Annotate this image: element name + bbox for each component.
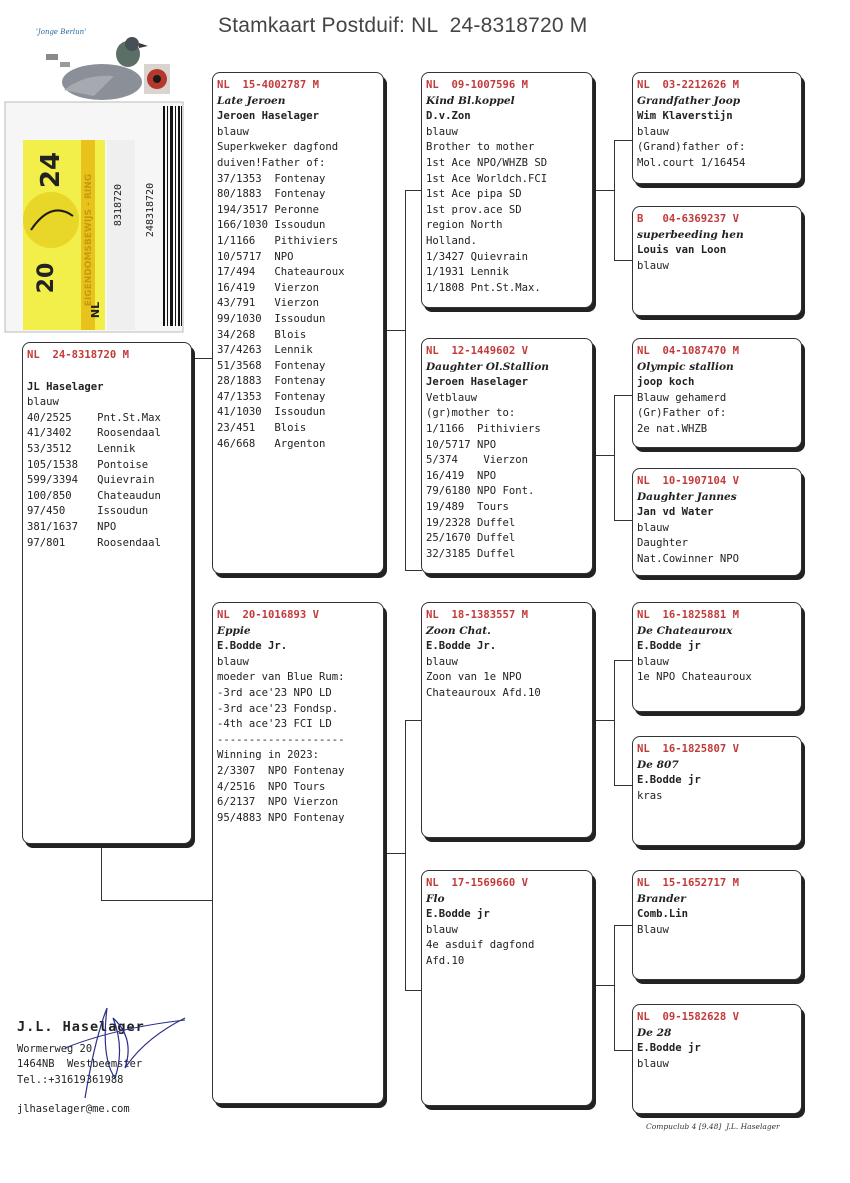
ggp-ring-number: NL 16-1825881 M — [637, 609, 740, 621]
ggp-ring-number: NL 03-2212626 M — [637, 79, 740, 91]
ggp-owner: Wim Klaverstijn — [637, 110, 733, 123]
info-line: Brother to mother — [426, 141, 535, 154]
info-line: blauw — [217, 655, 249, 668]
great-grandparent-card — [632, 1004, 802, 1114]
info-line: 1e NPO Chateauroux — [637, 671, 752, 684]
info-line: 1/1166 Pithiviers — [217, 234, 339, 247]
mm-name: Flo — [426, 892, 445, 905]
ggp-name: De 28 — [637, 1026, 672, 1039]
info-line: (Gr)Father of: — [637, 407, 727, 420]
result-line: 53/3512 Lennik — [27, 442, 136, 455]
connector — [101, 843, 102, 901]
info-line: Afd.10 — [426, 954, 465, 967]
connector — [405, 990, 422, 991]
ggp-name: Brander — [637, 892, 686, 905]
info-line: moeder van Blue Rum: — [217, 671, 345, 684]
info-line: Vetblauw — [426, 391, 478, 404]
mf-owner: E.Bodde Jr. — [426, 640, 497, 653]
ggp-owner: Jan vd Water — [637, 506, 714, 519]
info-line: 10/5717 NPO — [217, 250, 294, 263]
info-line: 1st Ace pipa SD — [426, 188, 522, 201]
info-line: 34/268 Blois — [217, 328, 307, 341]
great-grandparent-card — [632, 736, 802, 846]
connector — [614, 925, 633, 926]
connector — [405, 190, 406, 570]
info-line: 80/1883 Fontenay — [217, 188, 326, 201]
ring-ownership-card — [3, 100, 185, 336]
connector — [405, 570, 422, 571]
info-line: 5/374 Vierzon — [426, 454, 529, 467]
info-line: 28/1883 Fontenay — [217, 375, 326, 388]
connector — [614, 140, 615, 260]
info-line: -3rd ace'23 NPO LD — [217, 686, 332, 699]
ggp-ring-number: NL 10-1907104 V — [637, 475, 740, 487]
ring-number: 8318720 — [113, 183, 124, 227]
info-line: blauw — [637, 125, 669, 138]
info-line: (gr)mother to: — [426, 407, 516, 420]
info-line: 32/3185 Duffel — [426, 547, 516, 560]
footer-credit: Compuclub 4 [9.48] J.L. Haselager — [646, 1122, 780, 1131]
great-grandparent-card — [632, 338, 802, 448]
info-line: 51/3568 Fontenay — [217, 359, 326, 372]
fm-owner: Jeroen Haselager — [426, 376, 529, 389]
info-line: 41/1030 Issoudun — [217, 406, 326, 419]
fm-ring-number: NL 12-1449602 V — [426, 345, 529, 357]
connector — [593, 720, 614, 721]
result-line: 100/850 Chateaudun — [27, 489, 161, 502]
club-logo — [24, 20, 174, 110]
ggp-owner: Comb.Lin — [637, 908, 689, 921]
great-grandparent-card — [632, 468, 802, 576]
info-line: Superkweker dagfond — [217, 141, 339, 154]
connector — [405, 720, 406, 990]
info-line: duiven!Father of: — [217, 156, 326, 169]
info-line: 10/5717 NPO — [426, 438, 497, 451]
mm-ring-number: NL 17-1569660 V — [426, 877, 529, 889]
ring-year-top: 24 — [36, 151, 66, 189]
grandmother-maternal-card — [421, 870, 593, 1106]
ff-name: Kind Bl.koppel — [426, 94, 515, 107]
info-line: 1st Ace NPO/WHZB SD — [426, 156, 548, 169]
ggp-owner: E.Bodde jr — [637, 1042, 701, 1055]
grandfather-paternal-card — [421, 72, 593, 308]
logo-text: 'Jonge Berlun' — [36, 28, 87, 36]
mother-owner: E.Bodde Jr. — [217, 640, 288, 653]
info-line: 1/3427 Quievrain — [426, 250, 529, 263]
info-line: blauw — [426, 923, 458, 936]
signature-icon — [55, 998, 195, 1112]
info-line: 1st prov.ace SD — [426, 203, 522, 216]
connector — [593, 190, 614, 191]
father-owner: Jeroen Haselager — [217, 110, 320, 123]
info-line: 99/1030 Issoudun — [217, 312, 326, 325]
info-line: 166/1030 Issoudun — [217, 219, 326, 232]
ring-emblem-icon — [23, 192, 79, 248]
info-line: 4e asduif dagfond — [426, 939, 535, 952]
info-line: Daughter — [637, 537, 689, 550]
mother-ring-number: NL 20-1016893 V — [217, 609, 320, 621]
breeder-address-line: 1464NB Westbeemster — [17, 1058, 143, 1071]
connector — [614, 395, 615, 520]
info-line: -4th ace'23 FCI LD — [217, 718, 332, 731]
connector — [101, 900, 213, 901]
subject-ring-number: NL 24-8318720 M — [27, 349, 130, 361]
info-line: 194/3517 Peronne — [217, 203, 320, 216]
info-line: 46/668 Argenton — [217, 437, 326, 450]
info-line: 19/2328 Duffel — [426, 516, 516, 529]
info-line: 43/791 Vierzon — [217, 297, 320, 310]
breeder-name: J.L. Haselager — [17, 1019, 145, 1035]
info-line: 16/419 Vierzon — [217, 281, 320, 294]
ggp-name: Grandfather Joop — [637, 94, 741, 107]
info-line: 2e nat.WHZB — [637, 422, 708, 435]
info-line: (Grand)father of: — [637, 141, 746, 154]
info-line: blauw — [637, 1057, 669, 1070]
info-line: 16/419 NPO — [426, 469, 497, 482]
connector — [593, 985, 614, 986]
great-grandparent-card — [632, 602, 802, 712]
ggp-name: Daughter Jannes — [637, 490, 737, 503]
ggp-ring-number: NL 09-1582628 V — [637, 1011, 740, 1023]
connector — [405, 720, 422, 721]
info-line: blauw — [426, 125, 458, 138]
breeder-phone: Tel.:+31619361988 — [17, 1073, 124, 1086]
info-line: 47/1353 Fontenay — [217, 390, 326, 403]
info-line: 19/489 Tours — [426, 500, 509, 513]
info-line: region North — [426, 219, 503, 232]
result-line: 97/450 Issoudun — [27, 505, 149, 518]
info-line: 95/4883 NPO Fontenay — [217, 811, 345, 824]
connector — [614, 660, 633, 661]
info-line: Blauw — [637, 923, 669, 936]
mother-name: Eppie — [217, 624, 251, 637]
info-line: 4/2516 NPO Tours — [217, 780, 326, 793]
info-line: blauw — [217, 125, 249, 138]
ggp-owner: joop koch — [637, 376, 695, 389]
ggp-name: De 807 — [637, 758, 679, 771]
info-line: blauw — [637, 655, 669, 668]
result-line: 381/1637 NPO — [27, 520, 117, 533]
mf-ring-number: NL 18-1383557 M — [426, 609, 529, 621]
fm-name: Daughter Ol.Stallion — [426, 360, 549, 373]
info-line: 1st Ace Worldch.FCI — [426, 172, 548, 185]
ggp-name: De Chateauroux — [637, 624, 733, 637]
grandmother-paternal-card — [421, 338, 593, 574]
ggp-ring-number: B 04-6369237 V — [637, 213, 740, 225]
info-line: kras — [637, 789, 663, 802]
connector — [614, 520, 633, 521]
info-line: 6/2137 NPO Vierzon — [217, 796, 339, 809]
info-line: 23/451 Blois — [217, 422, 307, 435]
father-ring-number: NL 15-4002787 M — [217, 79, 320, 91]
subject-card — [22, 342, 192, 844]
info-line: blauw — [426, 655, 458, 668]
ring-side-text: EIGENDOMSBEWIJS - RING — [84, 173, 94, 307]
ggp-owner: Louis van Loon — [637, 244, 727, 257]
info-line: 2/3307 NPO Fontenay — [217, 764, 345, 777]
connector — [614, 260, 633, 261]
info-line: 37/1353 Fontenay — [217, 172, 326, 185]
great-grandparent-card — [632, 206, 802, 316]
connector — [614, 140, 633, 141]
ring-year-bottom: 20 — [34, 262, 59, 294]
info-line: Nat.Cowinner NPO — [637, 552, 740, 565]
ggp-ring-number: NL 16-1825807 V — [637, 743, 740, 755]
info-line: 1/1931 Lennik — [426, 266, 509, 279]
result-line: 599/3394 Quievrain — [27, 474, 155, 487]
connector — [593, 455, 614, 456]
connector — [405, 190, 422, 191]
info-line: Mol.court 1/16454 — [637, 156, 746, 169]
ggp-ring-number: NL 15-1652717 M — [637, 877, 740, 889]
connector — [384, 853, 405, 854]
info-line: 79/6180 NPO Font. — [426, 485, 535, 498]
connector — [614, 785, 633, 786]
info-line: Blauw gehamerd — [637, 391, 727, 404]
info-line: Zoon van 1e NPO — [426, 671, 522, 684]
info-line: Winning in 2023: — [217, 749, 320, 762]
mm-owner: E.Bodde jr — [426, 908, 490, 921]
info-line: Holland. — [426, 234, 478, 247]
connector — [614, 395, 633, 396]
great-grandparent-card — [632, 870, 802, 980]
father-name: Late Jeroen — [217, 94, 286, 107]
info-line: 1/1808 Pnt.St.Max. — [426, 281, 541, 294]
subject-owner: JL Haselager — [27, 380, 104, 393]
info-line: -------------------- — [217, 733, 345, 746]
pigeon-eye-icon — [144, 64, 170, 94]
page-title: Stamkaart Postduif: NL 24-8318720 M — [218, 14, 588, 37]
ff-owner: D.v.Zon — [426, 110, 471, 123]
great-grandparent-card — [632, 72, 802, 184]
connector — [614, 925, 615, 1050]
ring-full-number: 248318720 — [145, 182, 156, 238]
pigeon-photo-icon — [62, 37, 148, 100]
mf-name: Zoon Chat. — [426, 624, 491, 637]
ggp-name: Olympic stallion — [637, 360, 734, 373]
ggp-owner: E.Bodde jr — [637, 774, 701, 787]
info-line: 1/1166 Pithiviers — [426, 422, 541, 435]
connector — [614, 660, 615, 785]
info-line: -3rd ace'23 Fondsp. — [217, 702, 339, 715]
mother-card — [212, 602, 384, 1104]
result-line: 97/801 Roosendaal — [27, 536, 161, 549]
ggp-ring-number: NL 04-1087470 M — [637, 345, 740, 357]
connector — [384, 330, 405, 331]
info-line: 25/1670 Duffel — [426, 532, 516, 545]
result-line: 40/2525 Pnt.St.Max — [27, 411, 161, 424]
info-line: Chateauroux Afd.10 — [426, 686, 541, 699]
grandfather-maternal-card — [421, 602, 593, 838]
breeder-address-line: Wormerweg 20 — [17, 1042, 93, 1055]
result-line: 105/1538 Pontoise — [27, 458, 149, 471]
breeder-email: jlhaselager@me.com — [17, 1103, 130, 1116]
info-line: blauw — [637, 259, 669, 272]
result-line: 41/3402 Roosendaal — [27, 427, 161, 440]
info-line: 17/494 Chateauroux — [217, 266, 345, 279]
connector — [614, 1050, 633, 1051]
ring-country: NL — [89, 301, 102, 319]
subject-color: blauw — [27, 396, 59, 409]
info-line: blauw — [637, 521, 669, 534]
info-line: 37/4263 Lennik — [217, 344, 313, 357]
ggp-name: superbeeding hen — [637, 228, 744, 241]
ff-ring-number: NL 09-1007596 M — [426, 79, 529, 91]
father-card — [212, 72, 384, 574]
ggp-owner: E.Bodde jr — [637, 640, 701, 653]
